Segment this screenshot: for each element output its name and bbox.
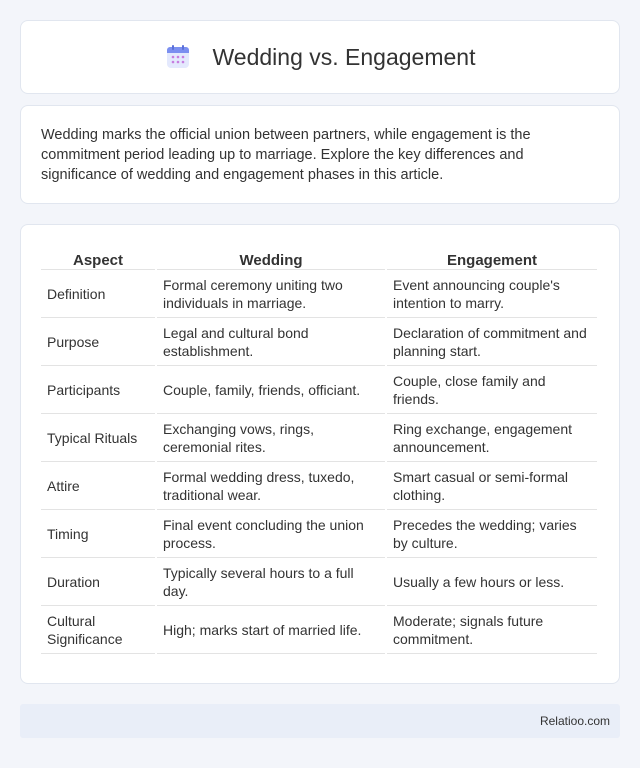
- table-row: [41, 270, 597, 318]
- table-row: [41, 366, 597, 414]
- wedding-cell: Formal ceremony uniting two individuals in marriage.: [157, 270, 385, 318]
- engagement-cell: Declaration of commitment and planning start.: [387, 318, 597, 366]
- aspect-cell: Timing: [41, 510, 155, 558]
- calendar-icon: [165, 44, 191, 70]
- table-row: [41, 606, 597, 654]
- table-header-row: [41, 245, 597, 270]
- engagement-cell: Precedes the wedding; varies by culture.: [387, 510, 597, 558]
- footer: [20, 704, 620, 738]
- table-row: [41, 510, 597, 558]
- aspect-cell: Typical Rituals: [41, 414, 155, 462]
- footer-brand: Relatioo.com: [539, 714, 610, 728]
- table-row: [41, 462, 597, 510]
- aspect-cell: Duration: [41, 558, 155, 606]
- aspect-cell: Definition: [41, 270, 155, 318]
- wedding-cell: Formal wedding dress, tuxedo, traditional wear.: [157, 462, 385, 510]
- aspect-cell: Participants: [41, 366, 155, 414]
- engagement-cell: Usually a few hours or less.: [387, 558, 597, 606]
- aspect-cell: Attire: [41, 462, 155, 510]
- comparison-table: [39, 245, 599, 654]
- page-title: Wedding vs. Engagement: [212, 43, 476, 70]
- table-row: [41, 558, 597, 606]
- header-engagement: Engagement: [387, 245, 597, 270]
- table-row: [41, 318, 597, 366]
- header-wedding: Wedding: [157, 245, 385, 270]
- table-row: [41, 414, 597, 462]
- engagement-cell: Event announcing couple's intention to marry.: [387, 270, 597, 318]
- intro-card: [20, 105, 620, 204]
- engagement-cell: Smart casual or semi-formal clothing.: [387, 462, 597, 510]
- wedding-cell: High; marks start of married life.: [157, 606, 385, 654]
- engagement-cell: Moderate; signals future commitment.: [387, 606, 597, 654]
- wedding-cell: Couple, family, friends, officiant.: [157, 366, 385, 414]
- wedding-cell: Final event concluding the union process.: [157, 510, 385, 558]
- comparison-card: [20, 224, 620, 684]
- intro-paragraph: Wedding marks the official union between partners, while engagement is the commitment period leading up to marriage. Explore the key differences and significance of wedding and engagement phases in this article.: [41, 127, 531, 183]
- header-aspect: Aspect: [41, 245, 155, 270]
- wedding-cell: Legal and cultural bond establishment.: [157, 318, 385, 366]
- wedding-cell: Typically several hours to a full day.: [157, 558, 385, 606]
- engagement-cell: Ring exchange, engagement announcement.: [387, 414, 597, 462]
- wedding-cell: Exchanging vows, rings, ceremonial rites.: [157, 414, 385, 462]
- aspect-cell: Purpose: [41, 318, 155, 366]
- title-card: [20, 20, 620, 94]
- aspect-cell: Cultural Significance: [41, 606, 155, 654]
- engagement-cell: Couple, close family and friends.: [387, 366, 597, 414]
